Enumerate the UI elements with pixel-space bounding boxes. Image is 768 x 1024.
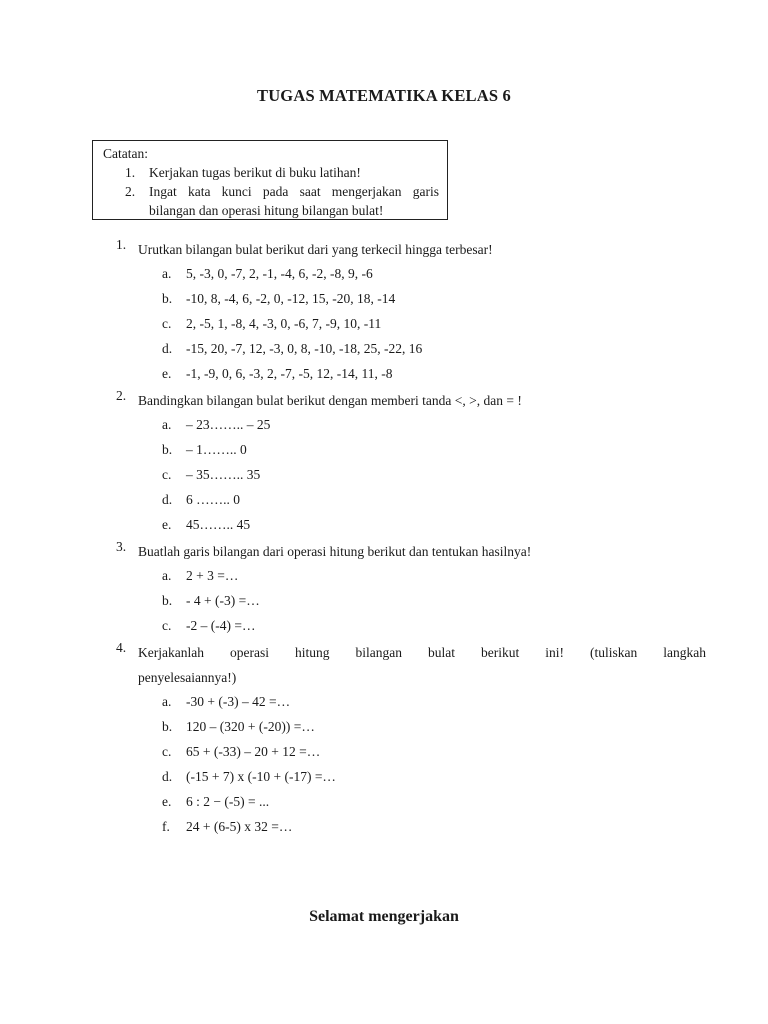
- option-4e: [162, 794, 269, 810]
- option-letter: a.: [162, 568, 172, 583]
- option-letter: c.: [162, 618, 172, 633]
- option-text: -10, 8, -4, 6, -2, 0, -12, 15, -20, 18, -14: [186, 291, 396, 306]
- note-list: [103, 163, 439, 220]
- option-letter: e.: [162, 517, 172, 532]
- option-letter: d.: [162, 341, 173, 356]
- option-letter: e.: [162, 794, 172, 809]
- question-number: 3.: [116, 539, 127, 554]
- option-2b: [162, 442, 247, 458]
- note-heading: Catatan:: [103, 146, 148, 161]
- option-1d: [162, 341, 422, 357]
- option-1c: [162, 316, 381, 332]
- option-letter: c.: [162, 316, 172, 331]
- note-item: [103, 182, 439, 220]
- option-letter: a.: [162, 417, 172, 432]
- note-item-number: 1.: [125, 165, 136, 180]
- option-2e: [162, 517, 250, 533]
- option-text: 2, -5, 1, -8, 4, -3, 0, -6, 7, -9, 10, -11: [186, 316, 382, 331]
- note-box: [92, 140, 448, 220]
- option-letter: d.: [162, 492, 173, 507]
- option-text: 6 …….. 0: [186, 492, 240, 507]
- option-letter: c.: [162, 744, 172, 759]
- option-text: 120 – (320 + (-20)) =…: [186, 719, 315, 734]
- option-letter: a.: [162, 266, 172, 281]
- option-text: 5, -3, 0, -7, 2, -1, -4, 6, -2, -8, 9, -6: [186, 266, 373, 281]
- option-letter: c.: [162, 467, 172, 482]
- option-3b: [162, 593, 260, 609]
- option-letter: e.: [162, 366, 172, 381]
- question-number: 1.: [116, 237, 127, 252]
- note-item-text: Kerjakan tugas berikut di buku latihan!: [149, 165, 361, 180]
- option-text: 2 + 3 =…: [186, 568, 239, 583]
- closing-text: Selamat mengerjakan: [309, 908, 459, 925]
- option-letter: b.: [162, 593, 173, 608]
- question-3: [116, 539, 706, 564]
- option-text: 45…….. 45: [186, 517, 251, 532]
- question-2: [116, 388, 706, 413]
- option-text: 6 : 2 − (-5) = ...: [186, 794, 270, 809]
- option-text: 65 + (-33) – 20 + 12 =…: [186, 744, 321, 759]
- option-4d: [162, 769, 336, 785]
- question-1: [116, 237, 706, 262]
- question-text: Buatlah garis bilangan dari operasi hitung berikut dan tentukan hasilnya!: [138, 544, 532, 559]
- document-title: TUGAS MATEMATIKA KELAS 6: [256, 86, 512, 105]
- note-item-number: 2.: [125, 184, 136, 199]
- option-text: 24 + (6-5) x 32 =…: [186, 819, 293, 834]
- option-2a: [162, 417, 270, 433]
- option-letter: b.: [162, 291, 173, 306]
- note-item: [103, 163, 439, 182]
- option-letter: d.: [162, 769, 173, 784]
- option-text: - 4 + (-3) =…: [186, 593, 260, 608]
- option-text: – 23…….. – 25: [186, 417, 271, 432]
- option-4b: [162, 719, 315, 735]
- option-4a: [162, 694, 290, 710]
- option-text: -1, -9, 0, 6, -3, 2, -7, -5, 12, -14, 11, -8: [186, 366, 393, 381]
- question-4: [116, 640, 706, 690]
- question-text: Urutkan bilangan bulat berikut dari yang terkecil hingga terbesar!: [138, 242, 493, 257]
- option-text: – 1…….. 0: [186, 442, 247, 457]
- question-text: Kerjakanlah operasi hitung bilangan bulat berikut ini! (tuliskan langkah penyelesaiannya!): [138, 645, 706, 685]
- option-letter: b.: [162, 442, 173, 457]
- option-letter: a.: [162, 694, 172, 709]
- option-text: (-15 + 7) x (-10 + (-17) =…: [186, 769, 336, 784]
- option-3c: [162, 618, 255, 634]
- option-letter: f.: [162, 819, 170, 834]
- note-item-text: Ingat kata kunci pada saat mengerjakan garis bilangan dan operasi hitung bilangan bulat!: [149, 184, 439, 218]
- option-2c: [162, 467, 260, 483]
- option-text: -30 + (-3) – 42 =…: [186, 694, 291, 709]
- option-text: -15, 20, -7, 12, -3, 0, 8, -10, -18, 25, -22, 16: [186, 341, 423, 356]
- option-4f: [162, 819, 292, 835]
- option-4c: [162, 744, 320, 760]
- option-1a: [162, 266, 373, 282]
- option-1e: [162, 366, 392, 382]
- option-letter: b.: [162, 719, 173, 734]
- option-1b: [162, 291, 395, 307]
- option-3a: [162, 568, 238, 584]
- question-text: Bandingkan bilangan bulat berikut dengan memberi tanda <, >, dan = !: [138, 393, 522, 408]
- question-number: 4.: [116, 640, 127, 655]
- option-2d: [162, 492, 240, 508]
- question-number: 2.: [116, 388, 127, 403]
- option-text: -2 – (-4) =…: [186, 618, 256, 633]
- option-text: – 35…….. 35: [186, 467, 261, 482]
